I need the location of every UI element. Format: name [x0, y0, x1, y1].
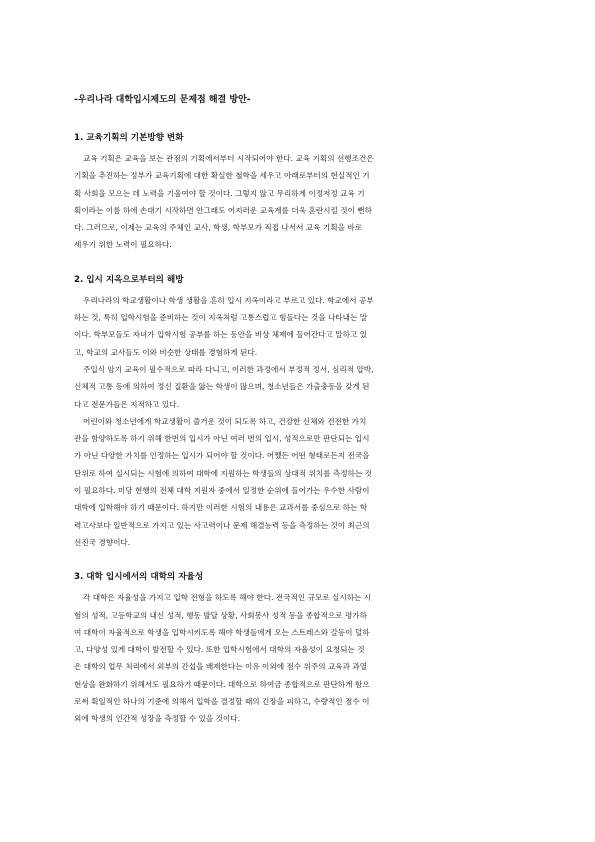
- paragraph-line: 어린이와 청소년에게 학교생활이 즐거운 것이 되도록 하고, 건강한 신체와 건전한 가치: [83, 416, 367, 426]
- paragraph-line: 획 사회을 모으는 데 노력을 기울여야 할 것이다. 그렇지 않고 무리하게 이정저정 교육 기: [74, 188, 365, 198]
- paragraph-line: 외에 학생의 인간적 성장을 측정할 수 있을 것이다.: [74, 714, 241, 724]
- paragraph-line: 대학에 입학해야 하기 때문이다. 하지만 이러한 시험의 내용은 교과서를 중심으로 하는 학: [74, 503, 368, 513]
- section-1: [74, 132, 522, 254]
- document-page: [74, 94, 522, 748]
- paragraph-line: 관을 함양하도록 하기 위해 한번의 입시가 아닌 여러 번의 입시, 성적으로만 판단되는 입시: [74, 434, 370, 444]
- paragraph-line: 고, 학교의 교사들도 이와 비슷한 상태를 경험하게 된다.: [74, 347, 258, 357]
- section-3: [74, 571, 522, 727]
- paragraph-line: 하는 것, 특히 입학시험을 준비하는 것이 지옥처럼 고통스럽고 힘들다는 것을 나타내는 말: [74, 313, 368, 323]
- section-heading: 1. 교육기획의 기본방향 변화: [74, 133, 184, 143]
- document-body: [74, 132, 522, 728]
- paragraph-line: 력고사보다 일반적으로 가지고 있는 사고력이나 문제 해결능력 등을 측정하는 것이 최근의: [74, 520, 370, 530]
- paragraph-line: 은 대학의 업무 처리에서 외부의 간섭을 배제한다는 이유 이외에 점수 위주의 교육과 과열: [74, 662, 368, 672]
- paragraph: [74, 413, 522, 551]
- section-2: [74, 274, 522, 551]
- section-heading: 3. 대학 입시에서의 대학의 자율성: [74, 572, 204, 583]
- paragraph-line: 우리나라의 학교생활이나 학생 생활을 흔히 입시 지옥이라고 부르고 있다. 학교에서 공부: [83, 295, 374, 305]
- section-heading: 2. 입시 지옥으로부터의 해방: [74, 274, 184, 285]
- paragraph-line: 신체적 고통 등에 의하여 정신 질환을 앓는 학생이 많으며, 청소년들은 가출충동을 갖게 된: [74, 382, 370, 392]
- paragraph-line: 각 대학은 자율성을 가지고 입학 전형을 하도록 해야 한다. 전국적인 규모로 실시하는 시: [83, 593, 372, 603]
- paragraph-line: 다. 그러므로, 이제는 교육의 주체인 교사, 학생, 학부모가 직접 나서서 교육 기획을 바로: [74, 223, 363, 233]
- paragraph: [74, 150, 522, 254]
- paragraph-line: 고, 다양성 있게 대학이 발전할 수 있다. 또한 입학시험에서 대학의 자율성이 요청되는 것: [74, 645, 365, 655]
- paragraph-line: 현상을 완화하기 위해서도 필요하기 때문이다. 대학으로 하여금 종합적으로 판단하게 함으: [74, 679, 370, 689]
- paragraph: [74, 589, 522, 727]
- paragraph-line: 세우기 위한 노력이 필요하다.: [74, 240, 172, 250]
- paragraph: [74, 292, 522, 361]
- paragraph-line: 다고 전문가들은 지적하고 있다.: [74, 399, 180, 409]
- paragraph-line: 이 필요하다. 미당 현행의 전체 대학 지원자 중에서 일정한 순위에 들어가는 우수한 사람이: [74, 486, 370, 496]
- paragraph-line: 선진국 경향이다.: [74, 537, 131, 547]
- paragraph-line: 가 아닌 다양한 가치를 인정하는 입시가 되어야 할 것이다. 어쨌든 어떤 형태로든지 전국을: [74, 451, 370, 461]
- document-title: -우리나라 대학입시제도의 문제점 해결 방안-: [74, 95, 251, 105]
- paragraph-line: 기획을 추진하는 정부가 교육기획에 대한 확실한 철학을 세우고 아래로부터의 현실적인 기: [74, 171, 370, 181]
- paragraph-line: 교육 기획은 교육을 보는 관점의 기획에서부터 시작되어야 한다. 교육 기획의 선행조건은: [83, 154, 374, 163]
- paragraph-line: 주입식 암기 교육이 필수적으로 따라 다니고, 이러한 과정에서 부정적 정서, 심리적 압박,: [83, 364, 374, 374]
- paragraph-line: 여 대학이 자율적으로 학생을 입학시키도록 해야 학생들에게 오는 스트레스와 갈등이 덜하: [74, 627, 370, 637]
- paragraph-line: 단위로 하여 실시되는 시험에 의하여 대학에 지원하는 학생들의 상대적 위치를 측정하는 것: [74, 468, 372, 478]
- paragraph-line: 험의 성적, 고등학교의 내신 성적, 행동 발달 상황, 사회봉사 성적 등을 종합적으로 평가하: [74, 610, 367, 620]
- paragraph-line: 이다. 학부모들도 자녀가 입학시험 공부를 하는 동안을 비상 체제에 들어간다고 말하고 있: [74, 330, 368, 340]
- paragraph-line: 획이라는 이름 하에 손대기 시작하면 안그래도 어지러운 교육계를 더욱 혼란시킬 것이 뻔하: [74, 205, 372, 215]
- paragraph-line: 로써 획일적인 하나의 기준에 의해서 입학을 결정할 때의 긴장을 피하고, 수량적인 점수 이: [74, 697, 370, 707]
- paragraph: [74, 361, 522, 413]
